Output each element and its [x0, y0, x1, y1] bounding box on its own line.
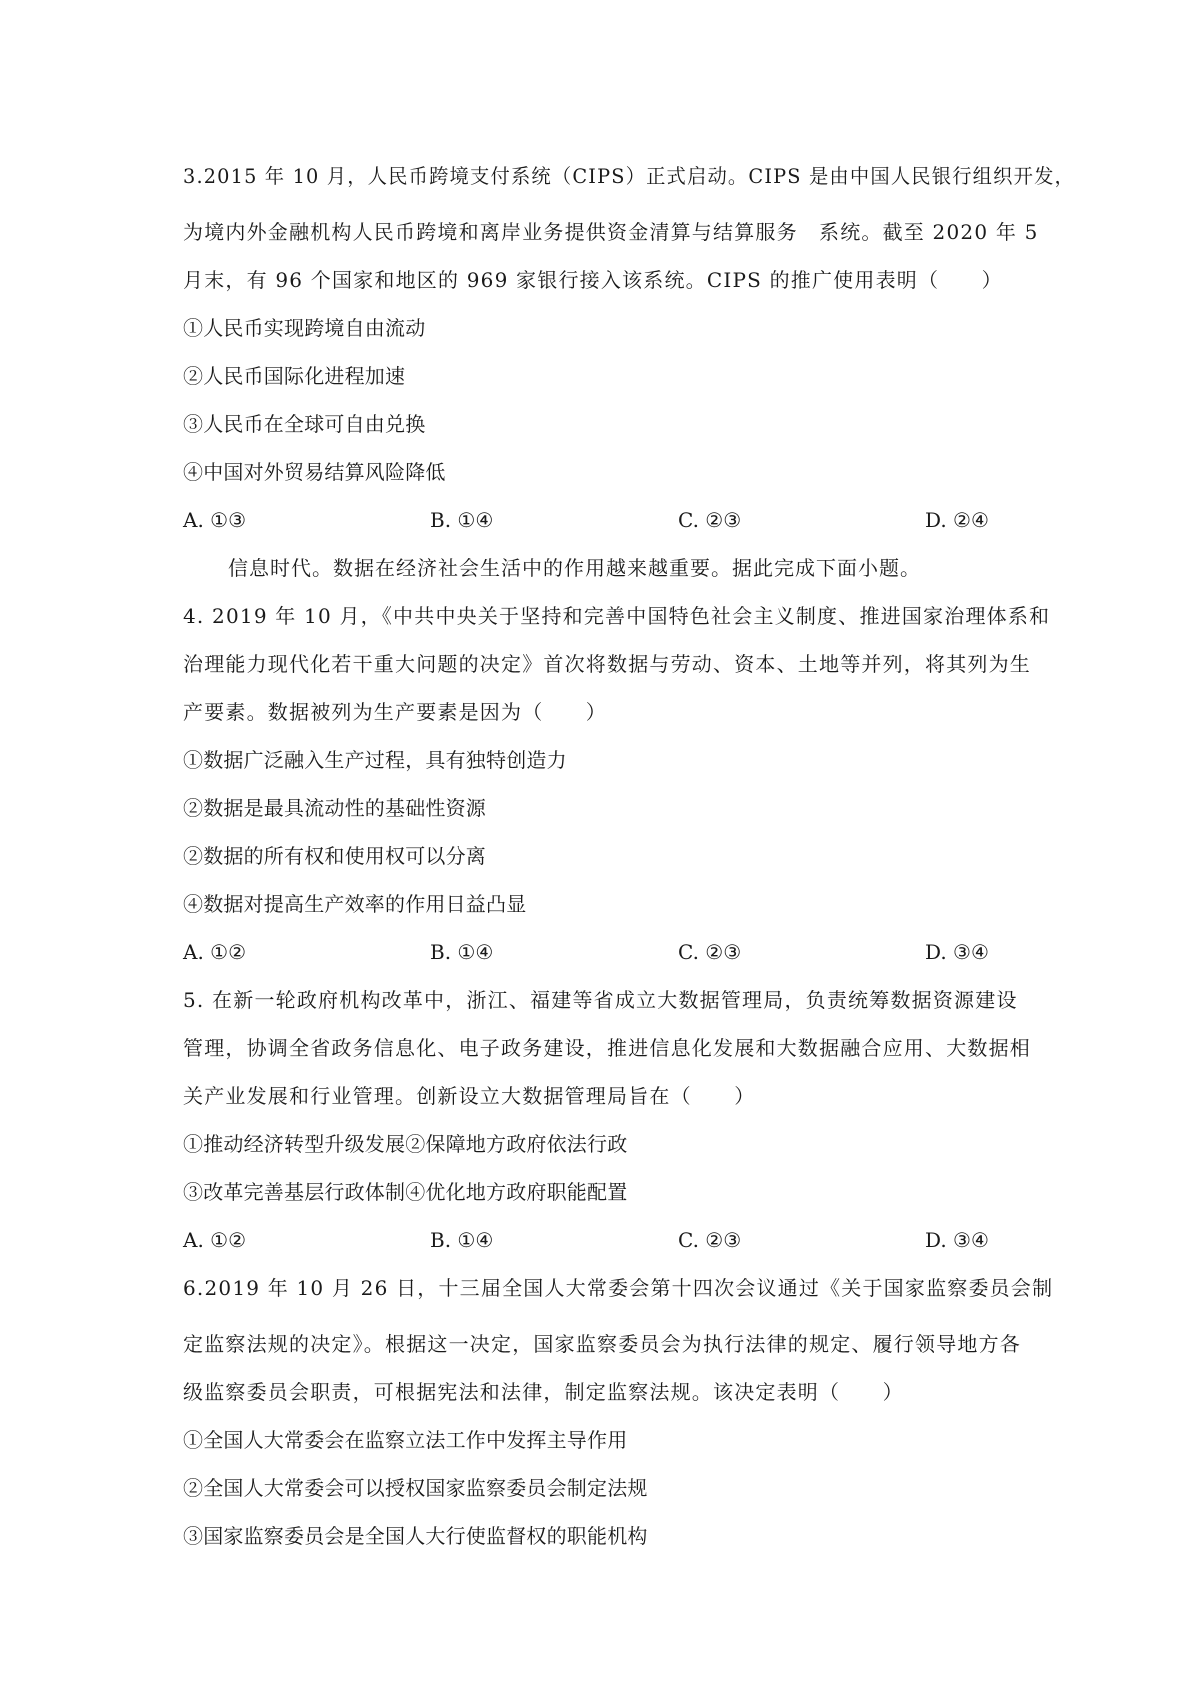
q5-option-a: A. ①②: [183, 1228, 247, 1252]
q4-option-a: A. ①②: [183, 940, 247, 964]
q4-item-4: ④数据对提高生产效率的作用日益凸显: [183, 892, 527, 916]
q5-stem-line-2: 管理，协调全省政务信息化、电子政务建设，推进信息化发展和大数据融合应用、大数据相: [183, 1036, 1031, 1060]
q6-stem-line-3: 级监察委员会职责，可根据宪法和法律，制定监察法规。该决定表明（ ）: [183, 1380, 904, 1404]
q4-item-3: ②数据的所有权和使用权可以分离: [183, 844, 486, 868]
q4-stem-line-3: 产要素。数据被列为生产要素是因为（ ）: [183, 700, 607, 724]
q5-stem-line-3: 关产业发展和行业管理。创新设立大数据管理局旨在（ ）: [183, 1084, 756, 1108]
q5-option-d: D. ③④: [925, 1228, 989, 1252]
q4-item-2: ②数据是最具流动性的基础性资源: [183, 796, 486, 820]
q6-stem-line-2: 定监察法规的决定》。根据这一决定，国家监察委员会为执行法律的规定、履行领导地方各: [183, 1332, 1021, 1356]
q6-item-2: ②全国人大常委会可以授权国家监察委员会制定法规: [183, 1476, 648, 1500]
q4-stem-line-1: 4. 2019 年 10 月，《中共中央关于坚持和完善中国特色社会主义制度、推进国家治理体系和: [183, 604, 1051, 628]
q4-stem-line-2: 治理能力现代化若干重大问题的决定》首次将数据与劳动、资本、土地等并列，将其列为生: [183, 652, 1031, 676]
q3-stem-line-3: 月末，有 96 个国家和地区的 969 家银行接入该系统。CIPS 的推广使用表明（ ）: [183, 268, 1003, 292]
q3-option-a: A. ①③: [183, 508, 247, 532]
q5-stem-line-1: 5. 在新一轮政府机构改革中，浙江、福建等省成立大数据管理局，负责统筹数据资源建设: [183, 988, 1018, 1012]
q4-option-d: D. ③④: [925, 940, 989, 964]
q3-item-4: ④中国对外贸易结算风险降低: [183, 460, 446, 484]
q3-option-b: B. ①④: [430, 508, 494, 532]
q5-option-c: C. ②③: [678, 1228, 742, 1252]
q6-item-3: ③国家监察委员会是全国人大行使监督权的职能机构: [183, 1524, 648, 1548]
q5-item-2: ③改革完善基层行政体制④优化地方政府职能配置: [183, 1180, 628, 1204]
q4-item-1: ①数据广泛融入生产过程，具有独特创造力: [183, 748, 567, 772]
q3-option-c: C. ②③: [678, 508, 742, 532]
q3-option-d: D. ②④: [925, 508, 989, 532]
q6-item-1: ①全国人大常委会在监察立法工作中发挥主导作用: [183, 1428, 628, 1452]
section-intro: 信息时代。数据在经济社会生活中的作用越来越重要。据此完成下面小题。: [228, 556, 921, 580]
q3-item-2: ②人民币国际化进程加速: [183, 364, 406, 388]
q6-stem-line-1: 6.2019 年 10 月 26 日，十三届全国人大常委会第十四次会议通过《关于国家监察委员会制: [183, 1276, 1054, 1300]
q3-item-1: ①人民币实现跨境自由流动: [183, 316, 426, 340]
q4-option-c: C. ②③: [678, 940, 742, 964]
q3-stem-line-2: 为境内外金融机构人民币跨境和离岸业务提供资金清算与结算服务 系统。截至 2020 年 5: [183, 220, 1039, 244]
q5-option-b: B. ①④: [430, 1228, 494, 1252]
q3-stem-line-1: 3.2015 年 10 月，人民币跨境支付系统（CIPS）正式启动。CIPS 是由中国人民银行组织开发，: [183, 164, 1076, 188]
q5-item-1: ①推动经济转型升级发展②保障地方政府依法行政: [183, 1132, 628, 1156]
q3-item-3: ③人民币在全球可自由兑换: [183, 412, 426, 436]
q4-option-b: B. ①④: [430, 940, 494, 964]
